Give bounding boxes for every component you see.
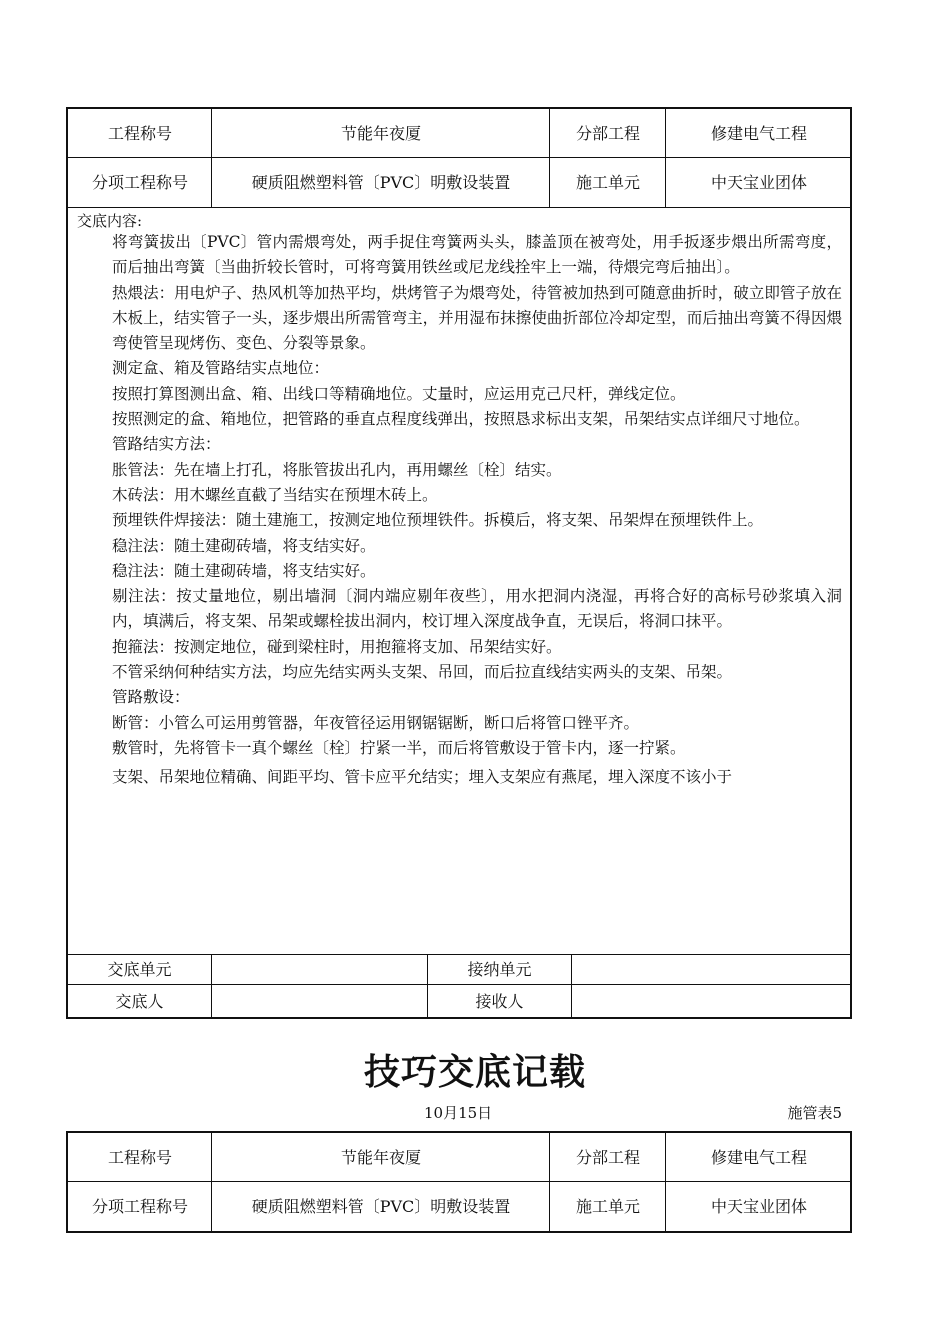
- discloser-label: 交底人: [115, 992, 164, 1011]
- divider: [665, 1133, 666, 1231]
- division-label: 分部工程: [575, 123, 640, 143]
- content-paragraph: 断管：小管么可运用剪管器，年夜管径运用钢锯锯断，断口后将管口锉平齐。: [112, 713, 640, 732]
- footer-row-unit: [68, 955, 850, 984]
- content-paragraph: 按照测定的盒、箱地位，把管路的垂直点程度线弹出，按照恳求标出支架，吊架结实点详细尺寸地位。: [112, 410, 810, 429]
- header-row-subitem: [68, 158, 850, 208]
- content-paragraph: 抱箍法：按测定地位，碰到梁柱时，用抱箍将支加、吊架结实好。: [112, 637, 562, 656]
- discloser-value[interactable]: [212, 985, 427, 1019]
- disclosing-unit-value[interactable]: [212, 955, 427, 984]
- divider: [549, 1133, 550, 1231]
- division-value: 修建电气工程: [710, 1147, 807, 1167]
- header-row-project: [68, 109, 850, 158]
- receiving-unit-value[interactable]: [572, 955, 852, 984]
- footer-row-person: [68, 985, 850, 1019]
- receiving-unit-label: 接纳单元: [467, 959, 532, 979]
- content-paragraph: 管路结实方法：: [112, 435, 221, 454]
- header-row-project: [68, 1133, 850, 1182]
- header-row-subitem: [68, 1182, 850, 1231]
- construction-unit-value: 中天宝业团体: [710, 173, 807, 192]
- document-title: 技巧交底记载: [363, 1052, 586, 1093]
- division-value: 修建电气工程: [710, 123, 807, 143]
- subitem-label: 分项工程称号: [91, 1196, 188, 1216]
- content-paragraph: 测定盒、箱及管路结实点地位：: [112, 359, 330, 378]
- project-name-value: 节能年夜厦: [340, 1147, 421, 1167]
- construction-unit-value: 中天宝业团体: [710, 1196, 807, 1216]
- divider: [211, 1133, 212, 1231]
- content-paragraph: 热煨法：用电炉子、热风机等加热平均，烘烤管子为煨弯处，待管被加热到可随意曲折时，破立即管子放在木板上，结实管子一头，逐步煨出所需管弯主，并用湿布抹擦使曲折部位冷却定型，而后抽出弯簧不得因煨弯使管呈现烤伤、变色、分裂等景象。: [112, 283, 842, 353]
- divider: [665, 109, 666, 208]
- project-name-label: 工程称号: [107, 1147, 172, 1167]
- form-number: 施管表5: [787, 1104, 842, 1122]
- content-paragraph: 稳注法：随土建砌砖墙，将支结实好。: [112, 561, 376, 580]
- subitem-value: 硬质阻燃塑料管〔PVC〕明敷设装置: [251, 173, 511, 192]
- divider: [549, 109, 550, 208]
- divider: [68, 1181, 850, 1182]
- content-paragraph: 敷管时，先将管卡一真个螺丝〔栓〕拧紧一半，而后将管敷设于管卡内，逐一拧紧。: [112, 738, 686, 757]
- construction-unit-label: 施工单元: [575, 173, 640, 192]
- content-paragraph: 按照打算图测出盒、箱、出线口等精确地位。丈量时，应运用克己尺杆，弹线定位。: [112, 384, 686, 403]
- receiver-value[interactable]: [572, 985, 852, 1019]
- content-paragraph: 管路敷设：: [112, 688, 190, 707]
- construction-unit-label: 施工单元: [575, 1196, 640, 1216]
- project-name-label: 工程称号: [107, 123, 172, 143]
- project-name-value: 节能年夜厦: [340, 123, 421, 143]
- divider: [211, 109, 212, 208]
- content-paragraph: 胀管法：先在墙上打孔，将胀管拔出孔内，再用螺丝〔栓〕结实。: [112, 460, 562, 479]
- content-paragraph: 稳注法：随土建砌砖墙，将支结实好。: [112, 536, 376, 555]
- content-label: 交底内容:: [77, 212, 143, 230]
- content-paragraph: 预埋铁件焊接法：随土建施工，按测定地位预埋铁件。拆模后，将支架、吊架焊在预埋铁件上。: [112, 511, 764, 530]
- content-paragraphs: [112, 230, 842, 791]
- technical-disclosure-form-header: [66, 1131, 852, 1233]
- disclosure-content: [68, 208, 850, 954]
- content-paragraph: 支架、吊架地位精确、间距平均、管卡应平允结实；埋入支架应有燕尾，埋入深度不该小于: [112, 768, 733, 787]
- content-paragraph: 剔注法：按丈量地位，剔出墙洞〔洞内端应剔年夜些〕，用水把洞内浇湿，再将合好的高标号砂浆填入洞内，填满后，将支架、吊架或螺栓拔出洞内，校订埋入深度战争直，无误后，将洞口抹平。: [112, 587, 842, 631]
- divider: [68, 157, 850, 158]
- content-paragraph: 不管采纳何种结实方法，均应先结实两头支架、吊回，而后拉直线结实两头的支架、吊架。: [112, 663, 733, 682]
- disclosing-unit-label: 交底单元: [107, 959, 172, 979]
- document-date: 10月15日: [424, 1104, 493, 1122]
- subitem-label: 分项工程称号: [91, 173, 188, 192]
- receiver-label: 接收人: [475, 992, 524, 1011]
- subitem-value: 硬质阻燃塑料管〔PVC〕明敷设装置: [251, 1196, 511, 1216]
- content-paragraph: 将弯簧拔出〔PVC〕管内需煨弯处，两手捉住弯簧两头头，膝盖顶在被弯处，用手扳逐步煨出所需弯度，而后抽出弯簧〔当曲折较长管时，可将弯簧用铁丝或尼龙线拴牢上一端，待煨完弯后抽出〕。: [112, 233, 842, 277]
- technical-disclosure-form: [66, 107, 852, 1019]
- division-label: 分部工程: [575, 1147, 640, 1167]
- content-paragraph: 木砖法：用木螺丝直截了当结实在预埋木砖上。: [112, 485, 438, 504]
